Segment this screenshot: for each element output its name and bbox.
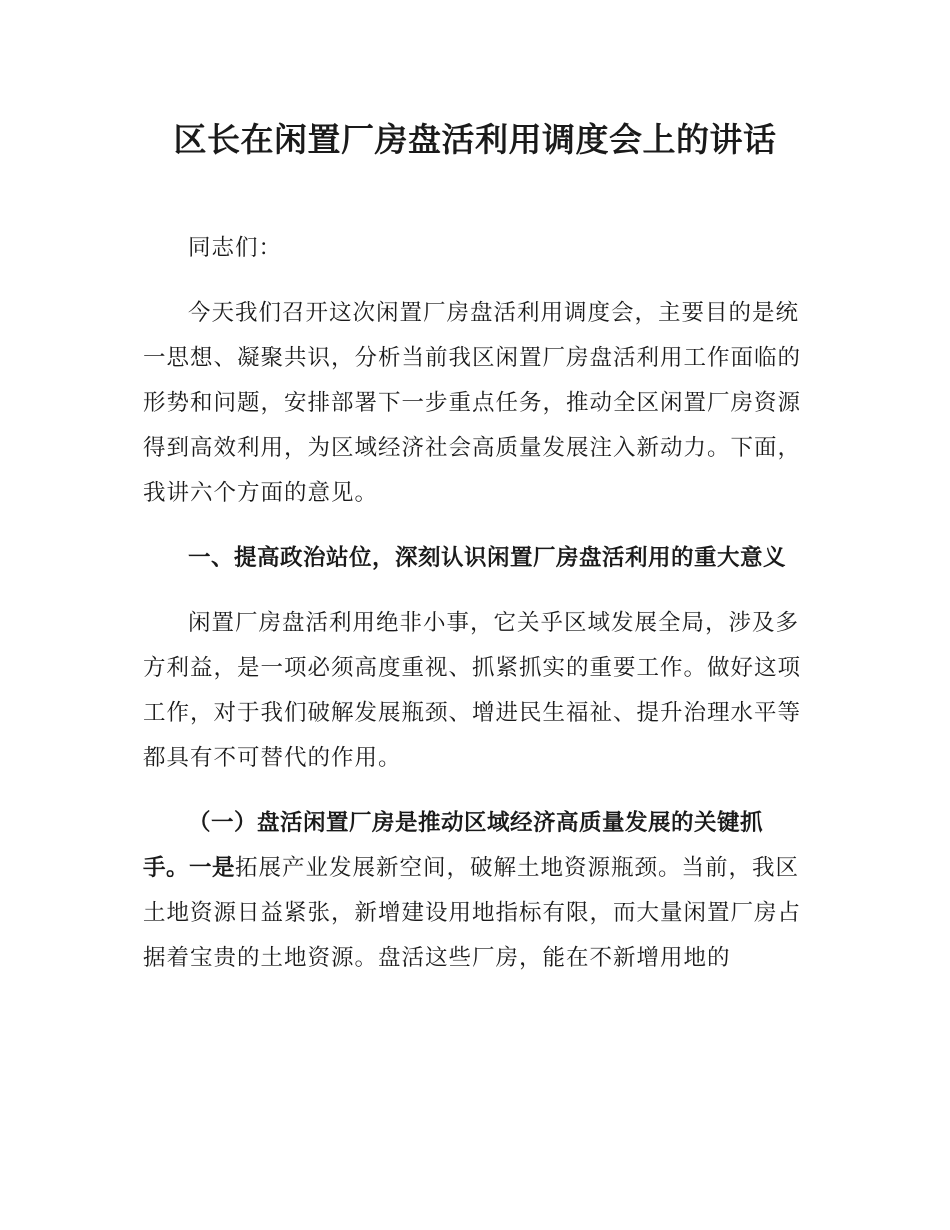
document-body (143, 226, 807, 1001)
subsection-paragraph-1 (143, 801, 807, 981)
subsection-lead-1: 一是 (189, 855, 236, 881)
subsection-text-1: 拓展产业发展新空间，破解土地资源瓶颈。当前，我区土地资源日益紧张，新增建设用地指标有限，而大量闲置厂房占据着宝贵的土地资源。盘活这些厂房，能在不新增用地的 (143, 855, 802, 971)
intro-paragraph: 今天我们召开这次闲置厂房盘活利用调度会，主要目的是统一思想、凝聚共识，分析当前我区闲置厂房盘活利用工作面临的形势和问题，安排部署下一步重点任务，推动全区闲置厂房资源得到高效利用，为区域经济社会高质量发展注入新动力。下面，我讲六个方面的意见。 (143, 300, 802, 506)
section-paragraph-1: 闲置厂房盘活利用绝非小事，它关乎区域发展全局，涉及多方利益，是一项必须高度重视、抓紧抓实的重要工作。做好这项工作，对于我们破解发展瓶颈、增进民生福祉、提升治理水平等都具有不可替代的作用。 (143, 610, 802, 771)
subsection-heading-1: （一）盘活闲置厂房是推动区域经济高质量发展的关键抓手。 (143, 810, 764, 881)
salutation: 同志们： (188, 235, 283, 261)
section-heading-1: 一、提高政治站位，深刻认识闲置厂房盘活利用的重大意义 (188, 545, 787, 571)
document-title: 区长在闲置厂房盘活利用调度会上的讲话 (173, 120, 777, 159)
